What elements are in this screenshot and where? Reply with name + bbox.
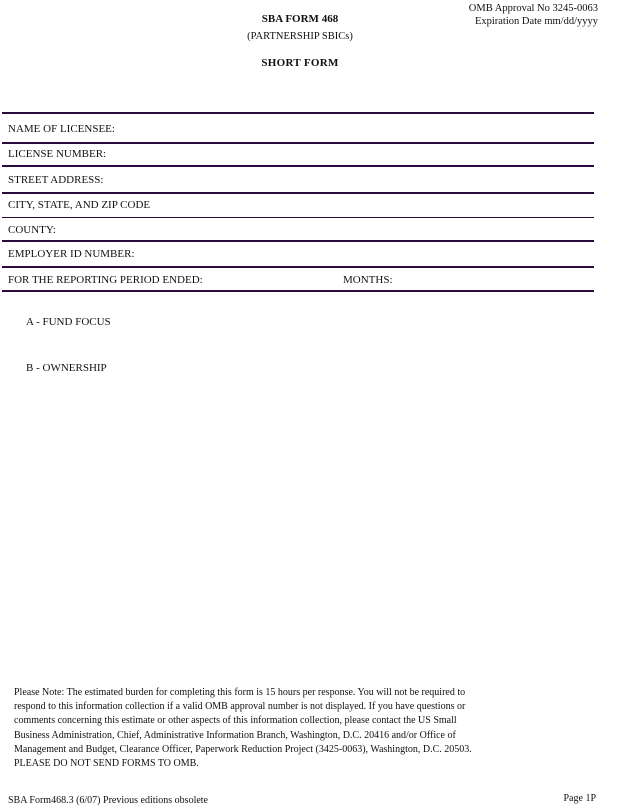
section-fund-focus: A - FUND FOCUS <box>26 316 111 328</box>
expiration-date: Expiration Date mm/dd/yyyy <box>474 16 598 27</box>
note-line: Please Note: The estimated burden for completing this form is 15 hours per response. You will not be required to <box>14 687 466 698</box>
note-line: respond to this information collection if a valid OMB approval number is not displayed. If you have questions or <box>14 701 466 713</box>
employer-id-field: EMPLOYER ID NUMBER: <box>8 248 135 260</box>
divider <box>2 240 594 242</box>
divider <box>2 192 594 194</box>
section-ownership: B - OWNERSHIP <box>26 362 107 374</box>
form-footer-edition: SBA Form468.3 (6/07) Previous editions obsolete <box>8 795 208 806</box>
form-subtitle: (PARTNERSHIP SBICs) <box>247 31 353 42</box>
divider <box>2 142 594 144</box>
form-type: SHORT FORM <box>261 57 339 69</box>
divider <box>2 165 594 167</box>
county-field: COUNTY: <box>8 224 56 236</box>
city-state-zip-field: CITY, STATE, AND ZIP CODE <box>8 199 151 211</box>
divider <box>2 217 594 218</box>
note-line: Business Administration, Chief, Administrative Information Branch, Washington, D.C. 20416 and/or Office of <box>14 729 456 741</box>
note-line: PLEASE DO NOT SEND FORMS TO OMB. <box>14 758 199 770</box>
omb-approval-number: OMB Approval No 3245-0063 <box>468 3 598 14</box>
burden-note <box>14 686 554 771</box>
divider <box>2 112 594 114</box>
note-line: Management and Budget, Clearance Officer, Paperwork Reduction Project (3425-0063), Washington, D.C. 20503. <box>14 743 472 755</box>
page-number: Page 1P <box>563 793 596 804</box>
note-line: comments concerning this estimate or other aspects of this information collection, please contact the US Small <box>14 715 457 727</box>
reporting-period-field: FOR THE REPORTING PERIOD ENDED: <box>8 274 203 286</box>
street-address-field: STREET ADDRESS: <box>8 174 104 186</box>
name-of-licensee-field: NAME OF LICENSEE: <box>8 123 115 135</box>
divider <box>2 266 594 268</box>
divider <box>2 290 594 292</box>
months-field: MONTHS: <box>343 274 393 286</box>
form-title: SBA FORM 468 <box>261 13 339 25</box>
license-number-field: LICENSE NUMBER: <box>8 148 107 160</box>
